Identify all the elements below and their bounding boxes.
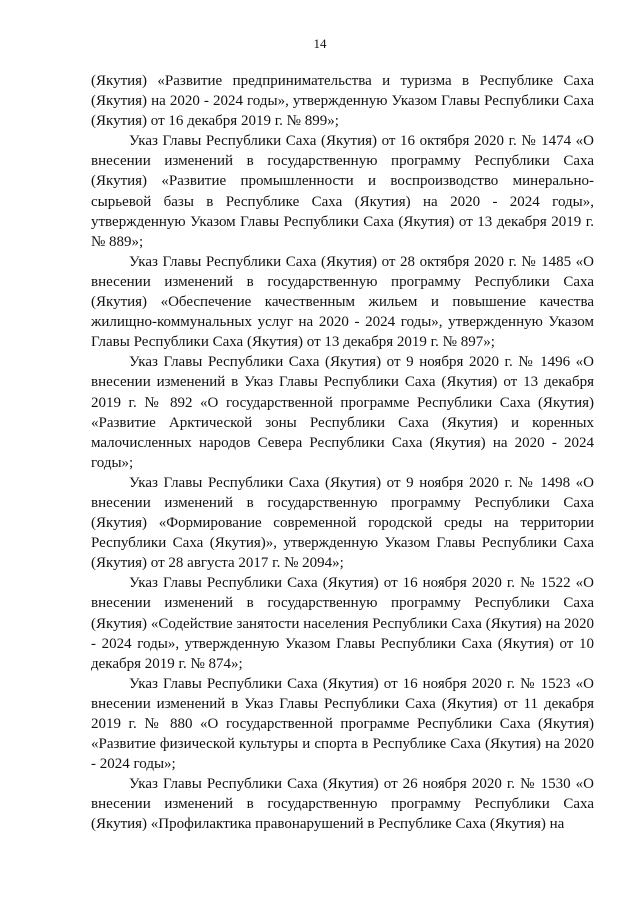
paragraph-decree-1523: Указ Главы Республики Саха (Якутия) от 16 ноября 2020 г. № 1523 «О внесении изменений в Указ Главы Республики Саха (Якутия) от 11 декабря 2019 г. № 880 «О государственной программе Республики Саха (Якутия) «Развитие физической культуры и спорта в Республике Саха (Якутия) на 2020 - 2024 годы»; <box>91 675 594 773</box>
page-number: 14 <box>313 36 327 51</box>
paragraph-decree-1522: Указ Главы Республики Саха (Якутия) от 16 ноября 2020 г. № 1522 «О внесении изменений в государственную программу Республики Саха (Якутия) «Содействие занятости населения Республики Саха (Якутия) на 2020 - 2024 годы», утвержденную Указом Главы Республики Саха (Якутия) от 10 декабря 2019 г. № 874»; <box>91 575 594 672</box>
paragraph-decree-1530: Указ Главы Республики Саха (Якутия) от 26 ноября 2020 г. № 1530 «О внесении изменений в государственную программу Республики Саха (Якутия) «Профилактика правонарушений в Республике Саха (Якутия) на <box>91 776 594 833</box>
paragraph-decree-1498: Указ Главы Республики Саха (Якутия) от 9 ноября 2020 г. № 1498 «О внесении изменений в государственную программу Республики Саха (Якутия) «Формирование современной городской среды на территории Республики Саха (Якутия)», утвержденную Указом Главы Республики Саха (Якутия) от 28 августа 2017 г. № 2094»; <box>91 474 594 572</box>
document-body <box>91 71 594 835</box>
paragraph-decree-1496: Указ Главы Республики Саха (Якутия) от 9 ноября 2020 г. № 1496 «О внесении изменений в Указ Главы Республики Саха (Якутия) от 13 декабря 2019 г. № 892 «О государственной программе Республики Саха (Якутия) «Развитие Арктической зоны Республики Саха (Якутия) и коренных малочисленных народов Севера Республики Саха (Якутия) на 2020 - 2024 годы»; <box>91 354 594 471</box>
paragraph-decree-1474: Указ Главы Республики Саха (Якутия) от 16 октября 2020 г. № 1474 «О внесении изменений в государственную программу Республики Саха (Якутия) «Развитие промышленности и воспроизводство минерально-сырьевой базы в Республике Саха (Якутия) на 2020 - 2024 годы», утвержденную Указом Главы Республики Саха (Якутия) от 13 декабря 2019 г. № 889»; <box>91 133 594 250</box>
paragraph-continuation: (Якутия) «Развитие предпринимательства и туризма в Республике Саха (Якутия) на 2020 - 2024 годы», утвержденную Указом Главы Республики Саха (Якутия) от 16 декабря 2019 г. № 899»; <box>91 73 594 130</box>
paragraph-decree-1485: Указ Главы Республики Саха (Якутия) от 28 октября 2020 г. № 1485 «О внесении изменений в государственную программу Республики Саха (Якутия) «Обеспечение качественным жильем и повышение качества жилищно-коммунальных услуг на 2020 - 2024 годы», утвержденную Указом Главы Республики Саха (Якутия) от 13 декабря 2019 г. № 897»; <box>91 253 594 351</box>
